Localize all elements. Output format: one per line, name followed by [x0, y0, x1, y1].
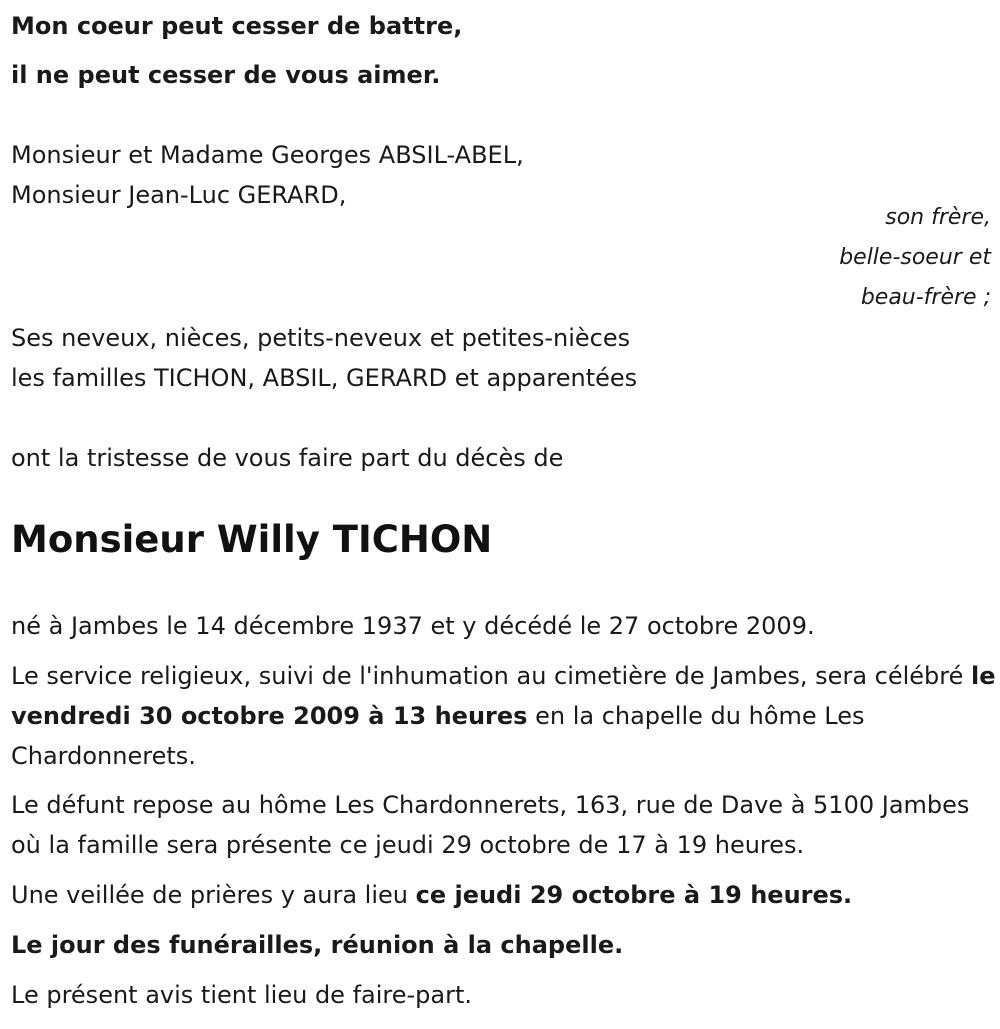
epitaph-line-1: Mon coeur peut cesser de battre,	[11, 12, 463, 40]
vigil-line	[11, 875, 852, 915]
funeral-day-line: Le jour des funérailles, réunion à la chapelle.	[11, 931, 624, 959]
vigil-date: ce jeudi 29 octobre à 19 heures.	[415, 881, 853, 909]
family-line-4: les familles TICHON, ABSIL, GERARD et apparentées	[11, 364, 638, 392]
service-date: le vendredi 30 octobre 2009 à 13 heures	[11, 662, 996, 730]
service-paragraph	[11, 656, 996, 776]
family-line-3: Ses neveux, nièces, petits-neveux et petites-nièces	[11, 324, 631, 352]
service-text-1: Le service religieux, suivi de l'inhumation au cimetière de Jambes, sera célébré	[11, 662, 972, 690]
vigil-text: Une veillée de prières y aura lieu	[11, 881, 416, 909]
visitation-paragraph: Le défunt repose au hôme Les Chardonnerets, 163, rue de Dave à 5100 Jambes où la famille sera présente ce jeudi 29 octobre de 17 à 19 heures.	[11, 791, 970, 859]
relation-line-2: belle-soeur et	[839, 245, 991, 270]
family-line-2: Monsieur Jean-Luc GERARD,	[11, 181, 347, 209]
announcement-text: ont la tristesse de vous faire part du décès de	[11, 444, 564, 472]
closing-line: Le présent avis tient lieu de faire-part.	[11, 981, 473, 1009]
relation-line-3: beau-frère ;	[860, 285, 991, 310]
service-text-2: en la chapelle du hôme Les Chardonnerets.	[11, 702, 865, 770]
family-line-1: Monsieur et Madame Georges ABSIL-ABEL,	[11, 141, 524, 169]
relation-line-1: son frère,	[885, 205, 991, 230]
epitaph-line-2: il ne peut cesser de vous aimer.	[11, 61, 441, 89]
birth-death-text: né à Jambes le 14 décembre 1937 et y décédé le 27 octobre 2009.	[11, 612, 815, 640]
deceased-name: Monsieur Willy TICHON	[11, 518, 493, 561]
